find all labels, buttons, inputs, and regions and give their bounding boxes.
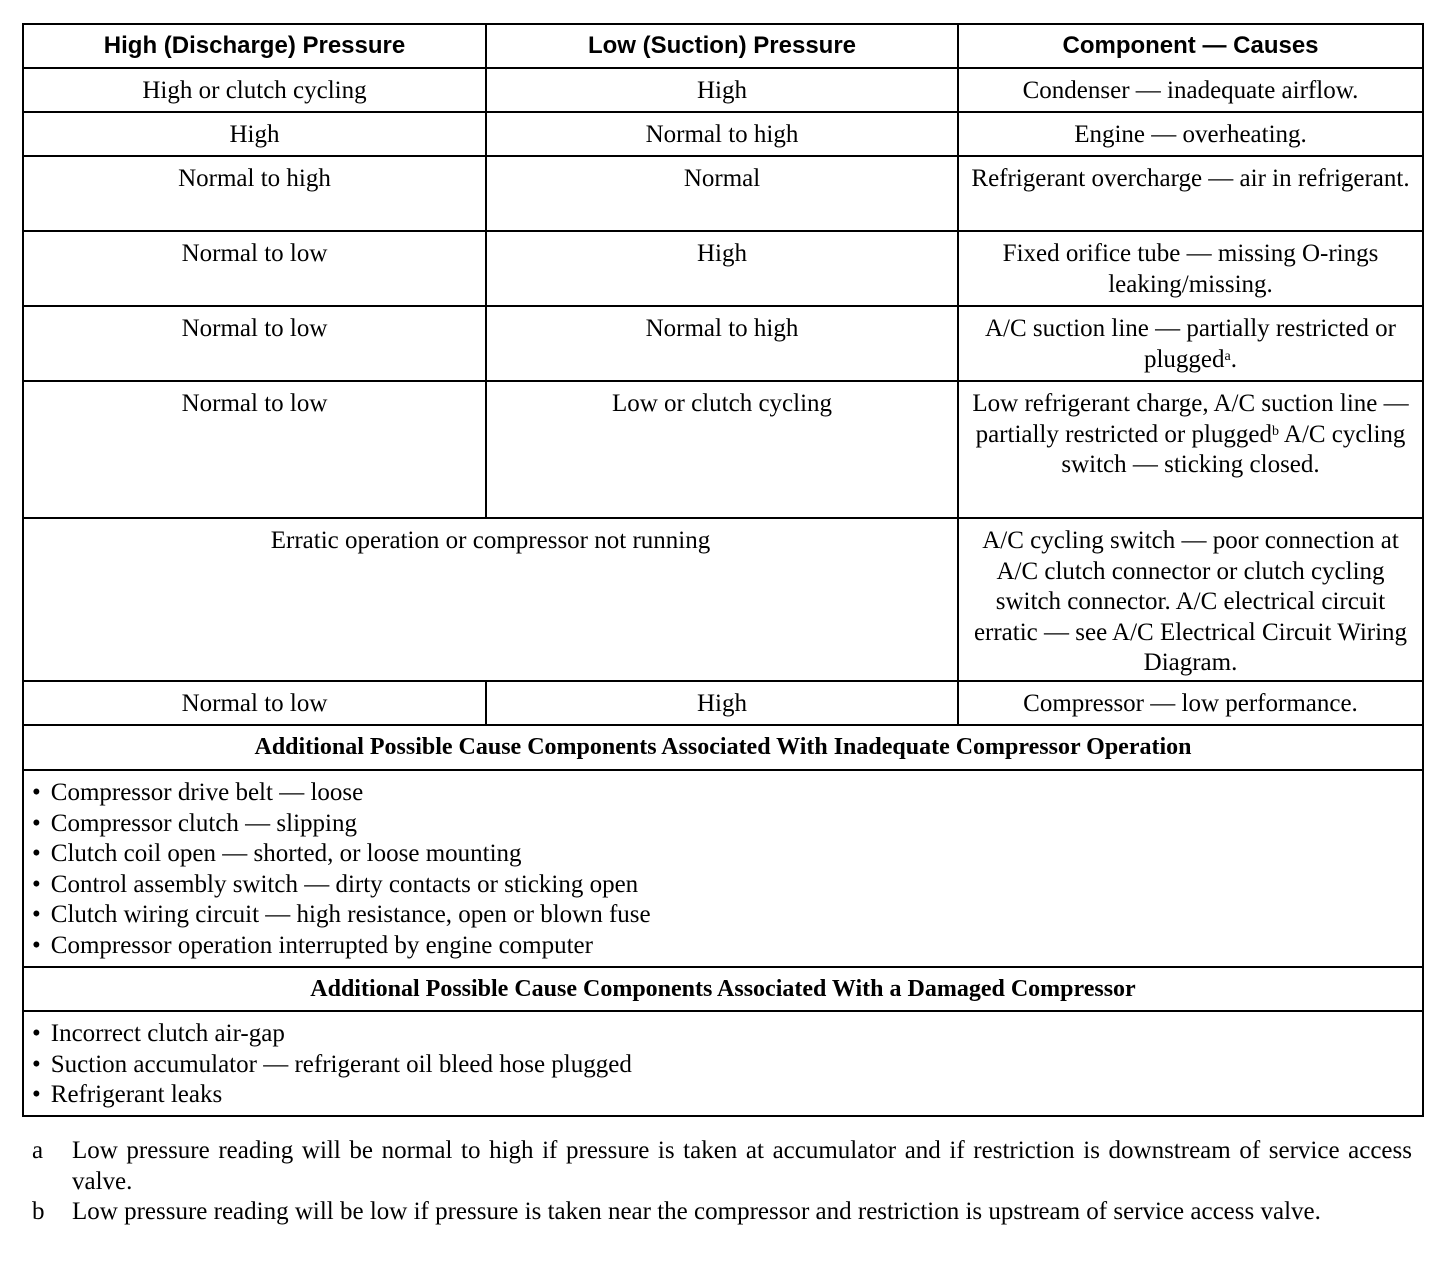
cause-cell: Compressor — low performance. [958, 681, 1423, 725]
footnotes [32, 1136, 1412, 1228]
list-item: • Control assembly switch — dirty contacts or sticking open [32, 870, 1412, 901]
low-pressure-cell: Normal to high [486, 112, 958, 156]
table-row [23, 681, 1423, 725]
low-pressure-cell: Low or clutch cycling [486, 381, 958, 518]
table-row [23, 231, 1423, 306]
list-item: • Compressor operation interrupted by engine computer [32, 931, 1412, 962]
table-row [23, 68, 1423, 112]
section-list-row [23, 770, 1423, 967]
section-damaged-compressor-title: Additional Possible Cause Components Associated With a Damaged Compressor [23, 967, 1423, 1011]
cause-text: Low refrigerant charge, A/C suction line — partially restricted or plugged [972, 390, 1409, 448]
header-component-causes: Component — Causes [958, 24, 1423, 68]
list-item: • Clutch coil open — shorted, or loose mounting [32, 839, 1412, 870]
cause-cell: Fixed orifice tube — missing O-rings leaking/missing. [958, 231, 1423, 306]
low-pressure-cell: High [486, 231, 958, 306]
high-pressure-cell: Normal to low [23, 306, 486, 381]
footnote-ref-a: a [1224, 348, 1231, 364]
list-item: • Compressor clutch — slipping [32, 809, 1412, 840]
list-item: • Incorrect clutch air-gap [32, 1019, 1412, 1050]
footnote-text: Low pressure reading will be normal to high if pressure is taken at accumulator and if restriction is downstream of service access valve. [72, 1137, 1412, 1195]
section-list-row [23, 1011, 1423, 1116]
cause-cell: Refrigerant overcharge — air in refrigerant. [958, 156, 1423, 231]
table-row [23, 381, 1423, 518]
table-row [23, 156, 1423, 231]
cause-cell: Condenser — inadequate airflow. [958, 68, 1423, 112]
header-row [23, 24, 1423, 68]
high-pressure-cell: Normal to low [23, 231, 486, 306]
table-row [23, 112, 1423, 156]
inadequate-operation-list [23, 770, 1423, 967]
cause-cell: Engine — overheating. [958, 112, 1423, 156]
low-pressure-cell: High [486, 68, 958, 112]
high-pressure-cell: High [23, 112, 486, 156]
cause-text: A/C suction line — partially restricted or plugged [984, 315, 1396, 373]
footnote-a [32, 1136, 1412, 1197]
header-low-pressure: Low (Suction) Pressure [486, 24, 958, 68]
diagnosis-table [22, 23, 1424, 1117]
high-pressure-cell: Normal to low [23, 381, 486, 518]
table-row [23, 306, 1423, 381]
cause-tail: A/C cycling switch — sticking closed. [1061, 420, 1406, 478]
list-item: • Clutch wiring circuit — high resistance, open or blown fuse [32, 900, 1412, 931]
list-item: • Refrigerant leaks [32, 1080, 1412, 1111]
cause-cell: A/C cycling switch — poor connection at A/C clutch connector or clutch cycling switch connector. A/C electrical circuit erratic — see A/C Electrical Circuit Wiring Diagram. [958, 518, 1423, 681]
section-header-row [23, 725, 1423, 770]
list-item: • Suction accumulator — refrigerant oil bleed hose plugged [32, 1050, 1412, 1081]
footnote-key: b [32, 1198, 45, 1225]
footnote-b [32, 1197, 1412, 1228]
merged-pressure-cell: Erratic operation or compressor not running [23, 518, 958, 681]
list-item: • Compressor drive belt — loose [32, 778, 1412, 809]
footnote-ref-b: b [1272, 423, 1280, 439]
cause-cell [958, 381, 1423, 518]
table-row [23, 518, 1423, 681]
section-header-row [23, 967, 1423, 1011]
section-inadequate-operation-title: Additional Possible Cause Components Associated With Inadequate Compressor Operation [23, 725, 1423, 770]
low-pressure-cell: Normal to high [486, 306, 958, 381]
high-pressure-cell: High or clutch cycling [23, 68, 486, 112]
high-pressure-cell: Normal to high [23, 156, 486, 231]
footnote-key: a [32, 1137, 44, 1164]
header-high-pressure: High (Discharge) Pressure [23, 24, 486, 68]
damaged-compressor-list [23, 1011, 1423, 1116]
cause-cell [958, 306, 1423, 381]
low-pressure-cell: High [486, 681, 958, 725]
high-pressure-cell: Normal to low [23, 681, 486, 725]
low-pressure-cell: Normal [486, 156, 958, 231]
cause-tail: . [1230, 345, 1237, 373]
footnote-text: Low pressure reading will be low if pressure is taken near the compressor and restriction is upstream of service access valve. [72, 1198, 1321, 1225]
